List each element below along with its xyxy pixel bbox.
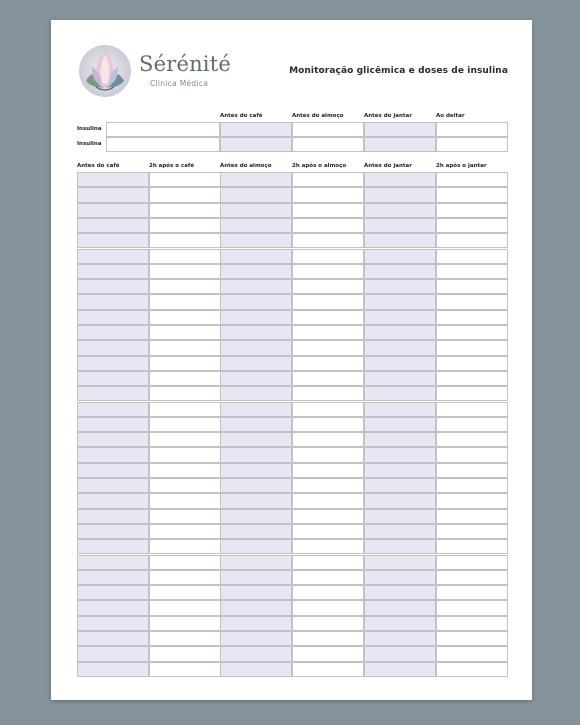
glucose-reading-cell[interactable]	[436, 294, 508, 309]
glucose-reading-cell[interactable]	[292, 279, 364, 294]
glucose-reading-cell[interactable]	[220, 478, 292, 493]
glucose-reading-cell[interactable]	[149, 600, 221, 615]
insulin-dose-cell[interactable]	[220, 122, 292, 137]
glucose-reading-cell[interactable]	[220, 356, 292, 371]
glucose-reading-cell[interactable]	[364, 585, 436, 600]
glucose-reading-cell[interactable]	[364, 555, 436, 570]
glucose-reading-cell[interactable]	[292, 478, 364, 493]
glucose-reading-cell[interactable]	[220, 616, 292, 631]
glucose-reading-cell[interactable]	[436, 356, 508, 371]
glucose-reading-cell[interactable]	[77, 279, 149, 294]
insulin-dose-cell[interactable]	[436, 122, 508, 137]
glucose-reading-cell[interactable]	[436, 585, 508, 600]
glucose-reading-cell[interactable]	[364, 386, 436, 401]
glucose-reading-cell[interactable]	[149, 509, 221, 524]
insulin-row-label: Insulina	[77, 126, 102, 132]
glucose-reading-cell[interactable]	[220, 493, 292, 508]
glucose-reading-cell[interactable]	[436, 187, 508, 202]
glucose-reading-cell[interactable]	[77, 555, 149, 570]
glucose-reading-cell[interactable]	[77, 432, 149, 447]
glucose-reading-cell[interactable]	[77, 340, 149, 355]
glucose-reading-cell[interactable]	[77, 294, 149, 309]
glucose-reading-cell[interactable]	[149, 294, 221, 309]
glucose-reading-cell[interactable]	[364, 616, 436, 631]
glucose-reading-cell[interactable]	[364, 371, 436, 386]
glucose-reading-cell[interactable]	[149, 172, 221, 187]
glucose-reading-cell[interactable]	[149, 447, 221, 462]
glucose-reading-cell[interactable]	[77, 539, 149, 554]
glucose-reading-cell[interactable]	[292, 600, 364, 615]
glucose-reading-cell[interactable]	[220, 371, 292, 386]
glucose-reading-cell[interactable]	[364, 539, 436, 554]
glucose-reading-cell[interactable]	[220, 249, 292, 264]
glucose-reading-cell[interactable]	[436, 539, 508, 554]
insulin-dose-cell[interactable]	[364, 137, 436, 152]
glucose-column-header: 2h após o café	[149, 163, 195, 169]
glucose-reading-cell[interactable]	[364, 646, 436, 661]
glucose-reading-cell[interactable]	[220, 233, 292, 248]
glucose-reading-cell[interactable]	[364, 203, 436, 218]
glucose-reading-cell[interactable]	[149, 524, 221, 539]
glucose-reading-cell[interactable]	[77, 218, 149, 233]
glucose-reading-cell[interactable]	[364, 249, 436, 264]
glucose-reading-cell[interactable]	[149, 218, 221, 233]
glucose-column-header: Antes do almoço	[220, 163, 272, 169]
glucose-reading-cell[interactable]	[220, 187, 292, 202]
glucose-reading-cell[interactable]	[220, 310, 292, 325]
glucose-reading-cell[interactable]	[364, 402, 436, 417]
glucose-reading-cell[interactable]	[436, 555, 508, 570]
glucose-reading-cell[interactable]	[364, 264, 436, 279]
lotus-flower-icon	[78, 43, 132, 99]
glucose-reading-cell[interactable]	[149, 340, 221, 355]
glucose-reading-cell[interactable]	[292, 463, 364, 478]
glucose-reading-cell[interactable]	[292, 570, 364, 585]
glucose-reading-cell[interactable]	[364, 340, 436, 355]
glucose-reading-cell[interactable]	[292, 447, 364, 462]
glucose-reading-cell[interactable]	[364, 172, 436, 187]
glucose-reading-cell[interactable]	[149, 264, 221, 279]
glucose-reading-cell[interactable]	[292, 310, 364, 325]
insulin-dose-cell[interactable]	[364, 122, 436, 137]
glucose-reading-cell[interactable]	[436, 279, 508, 294]
insulin-dose-cell[interactable]	[106, 122, 220, 137]
glucose-reading-cell[interactable]	[149, 187, 221, 202]
glucose-reading-cell[interactable]	[364, 463, 436, 478]
glucose-reading-cell[interactable]	[77, 310, 149, 325]
glucose-reading-cell[interactable]	[149, 493, 221, 508]
glucose-reading-cell[interactable]	[436, 631, 508, 646]
insulin-dose-cell[interactable]	[292, 137, 364, 152]
glucose-reading-cell[interactable]	[292, 294, 364, 309]
glucose-reading-cell[interactable]	[436, 600, 508, 615]
brand-name: Sérénité	[139, 52, 231, 76]
glucose-reading-cell[interactable]	[436, 310, 508, 325]
glucose-reading-cell[interactable]	[436, 478, 508, 493]
glucose-reading-cell[interactable]	[149, 402, 221, 417]
glucose-reading-cell[interactable]	[292, 631, 364, 646]
glucose-reading-cell[interactable]	[77, 203, 149, 218]
glucose-reading-cell[interactable]	[149, 616, 221, 631]
glucose-reading-cell[interactable]	[364, 187, 436, 202]
glucose-reading-cell[interactable]	[292, 371, 364, 386]
glucose-reading-cell[interactable]	[364, 432, 436, 447]
glucose-reading-cell[interactable]	[364, 524, 436, 539]
brand-subtitle: Clinica Médica	[150, 79, 209, 88]
glucose-reading-cell[interactable]	[292, 233, 364, 248]
insulin-dose-cell[interactable]	[292, 122, 364, 137]
glucose-reading-cell[interactable]	[77, 371, 149, 386]
glucose-reading-cell[interactable]	[220, 463, 292, 478]
insulin-column-header: Antes do café	[220, 113, 263, 119]
glucose-reading-cell[interactable]	[220, 432, 292, 447]
glucose-reading-cell[interactable]	[436, 524, 508, 539]
glucose-reading-cell[interactable]	[364, 493, 436, 508]
glucose-reading-cell[interactable]	[292, 172, 364, 187]
glucose-reading-cell[interactable]	[364, 310, 436, 325]
glucose-reading-cell[interactable]	[292, 356, 364, 371]
glucose-reading-cell[interactable]	[77, 325, 149, 340]
glucose-reading-cell[interactable]	[364, 570, 436, 585]
glucose-reading-cell[interactable]	[292, 432, 364, 447]
glucose-reading-cell[interactable]	[77, 585, 149, 600]
glucose-reading-cell[interactable]	[77, 662, 149, 677]
glucose-reading-cell[interactable]	[436, 463, 508, 478]
insulin-dose-cell[interactable]	[106, 137, 220, 152]
glucose-reading-cell[interactable]	[220, 509, 292, 524]
glucose-reading-cell[interactable]	[436, 509, 508, 524]
glucose-reading-cell[interactable]	[436, 570, 508, 585]
glucose-column-header: Antes do café	[77, 163, 120, 169]
glucose-reading-cell[interactable]	[77, 600, 149, 615]
glucose-reading-cell[interactable]	[292, 417, 364, 432]
glucose-reading-cell[interactable]	[77, 616, 149, 631]
glucose-reading-cell[interactable]	[149, 386, 221, 401]
glucose-reading-cell[interactable]	[292, 555, 364, 570]
glucose-reading-cell[interactable]	[436, 233, 508, 248]
glucose-reading-cell[interactable]	[292, 616, 364, 631]
glucose-reading-cell[interactable]	[149, 310, 221, 325]
glucose-reading-cell[interactable]	[292, 203, 364, 218]
glucose-reading-cell[interactable]	[436, 386, 508, 401]
glucose-column-header: 2h após o jantar	[436, 163, 487, 169]
glucose-reading-cell[interactable]	[292, 402, 364, 417]
insulin-column-header: Ao deitar	[436, 113, 465, 119]
glucose-reading-cell[interactable]	[220, 402, 292, 417]
insulin-dose-cell[interactable]	[436, 137, 508, 152]
glucose-reading-cell[interactable]	[436, 447, 508, 462]
glucose-reading-cell[interactable]	[364, 279, 436, 294]
glucose-reading-cell[interactable]	[292, 249, 364, 264]
glucose-reading-cell[interactable]	[364, 233, 436, 248]
glucose-reading-cell[interactable]	[77, 631, 149, 646]
glucose-reading-cell[interactable]	[436, 371, 508, 386]
glucose-reading-cell[interactable]	[220, 294, 292, 309]
glucose-reading-cell[interactable]	[220, 539, 292, 554]
glucose-reading-cell[interactable]	[149, 585, 221, 600]
glucose-reading-cell[interactable]	[292, 509, 364, 524]
glucose-reading-cell[interactable]	[364, 218, 436, 233]
glucose-reading-cell[interactable]	[77, 493, 149, 508]
glucose-reading-cell[interactable]	[149, 631, 221, 646]
glucose-reading-cell[interactable]	[436, 264, 508, 279]
insulin-dose-cell[interactable]	[220, 137, 292, 152]
glucose-reading-cell[interactable]	[149, 279, 221, 294]
glucose-reading-cell[interactable]	[436, 616, 508, 631]
glucose-reading-cell[interactable]	[364, 356, 436, 371]
glucose-reading-cell[interactable]	[364, 294, 436, 309]
glucose-reading-cell[interactable]	[77, 570, 149, 585]
glucose-reading-cell[interactable]	[149, 646, 221, 661]
insulin-row-label: Insulina	[77, 141, 102, 147]
glucose-reading-cell[interactable]	[77, 524, 149, 539]
glucose-reading-cell[interactable]	[149, 417, 221, 432]
glucose-reading-cell[interactable]	[364, 478, 436, 493]
glucose-reading-cell[interactable]	[149, 662, 221, 677]
glucose-reading-cell[interactable]	[149, 325, 221, 340]
glucose-reading-cell[interactable]	[292, 325, 364, 340]
glucose-reading-cell[interactable]	[292, 493, 364, 508]
glucose-reading-cell[interactable]	[436, 646, 508, 661]
glucose-reading-cell[interactable]	[436, 325, 508, 340]
glucose-reading-cell[interactable]	[436, 340, 508, 355]
glucose-reading-cell[interactable]	[292, 524, 364, 539]
glucose-reading-cell[interactable]	[364, 631, 436, 646]
glucose-reading-cell[interactable]	[149, 371, 221, 386]
glucose-reading-cell[interactable]	[364, 417, 436, 432]
glucose-reading-cell[interactable]	[149, 249, 221, 264]
glucose-reading-cell[interactable]	[436, 493, 508, 508]
document-title: Monitoração glicêmica e doses de insulina	[289, 66, 508, 76]
glucose-reading-cell[interactable]	[220, 417, 292, 432]
glucose-reading-cell[interactable]	[77, 402, 149, 417]
glucose-reading-cell[interactable]	[436, 432, 508, 447]
glucose-reading-cell[interactable]	[436, 662, 508, 677]
glucose-reading-cell[interactable]	[220, 340, 292, 355]
glucose-reading-cell[interactable]	[77, 187, 149, 202]
glucose-reading-cell[interactable]	[149, 203, 221, 218]
glucose-reading-cell[interactable]	[220, 279, 292, 294]
glucose-reading-cell[interactable]	[220, 585, 292, 600]
glucose-reading-cell[interactable]	[77, 417, 149, 432]
glucose-reading-cell[interactable]	[292, 662, 364, 677]
insulin-column-header: Antes do jantar	[364, 113, 412, 119]
glucose-reading-cell[interactable]	[220, 172, 292, 187]
glucose-reading-cell[interactable]	[149, 570, 221, 585]
glucose-reading-cell[interactable]	[220, 646, 292, 661]
paper-sheet	[51, 20, 532, 700]
glucose-reading-cell[interactable]	[220, 662, 292, 677]
glucose-reading-cell[interactable]	[220, 203, 292, 218]
glucose-reading-cell[interactable]	[77, 356, 149, 371]
glucose-reading-cell[interactable]	[77, 447, 149, 462]
glucose-reading-cell[interactable]	[436, 203, 508, 218]
glucose-reading-cell[interactable]	[292, 264, 364, 279]
glucose-reading-cell[interactable]	[364, 600, 436, 615]
glucose-reading-cell[interactable]	[220, 570, 292, 585]
insulin-column-header: Antes do almoço	[292, 113, 344, 119]
glucose-reading-cell[interactable]	[436, 402, 508, 417]
glucose-reading-cell[interactable]	[292, 340, 364, 355]
glucose-column-header: Antes do jantar	[364, 163, 412, 169]
glucose-reading-cell[interactable]	[292, 646, 364, 661]
glucose-column-header: 2h após o almoço	[292, 163, 347, 169]
glucose-reading-cell[interactable]	[436, 218, 508, 233]
glucose-reading-cell[interactable]	[220, 631, 292, 646]
glucose-reading-cell[interactable]	[220, 386, 292, 401]
glucose-reading-cell[interactable]	[364, 662, 436, 677]
glucose-reading-cell[interactable]	[364, 325, 436, 340]
glucose-reading-cell[interactable]	[220, 600, 292, 615]
glucose-reading-cell[interactable]	[77, 264, 149, 279]
glucose-reading-cell[interactable]	[77, 233, 149, 248]
glucose-reading-cell[interactable]	[149, 356, 221, 371]
glucose-reading-cell[interactable]	[436, 249, 508, 264]
glucose-reading-cell[interactable]	[436, 172, 508, 187]
glucose-reading-cell[interactable]	[77, 509, 149, 524]
glucose-reading-cell[interactable]	[77, 172, 149, 187]
glucose-reading-cell[interactable]	[292, 386, 364, 401]
glucose-reading-cell[interactable]	[77, 463, 149, 478]
glucose-reading-cell[interactable]	[364, 447, 436, 462]
glucose-reading-cell[interactable]	[292, 539, 364, 554]
glucose-reading-cell[interactable]	[364, 509, 436, 524]
glucose-reading-cell[interactable]	[149, 432, 221, 447]
glucose-reading-cell[interactable]	[292, 585, 364, 600]
glucose-reading-cell[interactable]	[292, 218, 364, 233]
glucose-reading-cell[interactable]	[220, 555, 292, 570]
glucose-reading-cell[interactable]	[149, 555, 221, 570]
glucose-reading-cell[interactable]	[77, 478, 149, 493]
glucose-reading-cell[interactable]	[220, 524, 292, 539]
glucose-reading-cell[interactable]	[220, 218, 292, 233]
glucose-reading-cell[interactable]	[220, 447, 292, 462]
glucose-reading-cell[interactable]	[149, 463, 221, 478]
glucose-reading-cell[interactable]	[77, 646, 149, 661]
glucose-reading-cell[interactable]	[436, 417, 508, 432]
glucose-reading-cell[interactable]	[220, 264, 292, 279]
glucose-reading-cell[interactable]	[220, 325, 292, 340]
glucose-reading-cell[interactable]	[292, 187, 364, 202]
glucose-reading-cell[interactable]	[77, 249, 149, 264]
glucose-reading-cell[interactable]	[149, 478, 221, 493]
glucose-reading-cell[interactable]	[77, 386, 149, 401]
glucose-reading-cell[interactable]	[149, 233, 221, 248]
glucose-reading-cell[interactable]	[149, 539, 221, 554]
